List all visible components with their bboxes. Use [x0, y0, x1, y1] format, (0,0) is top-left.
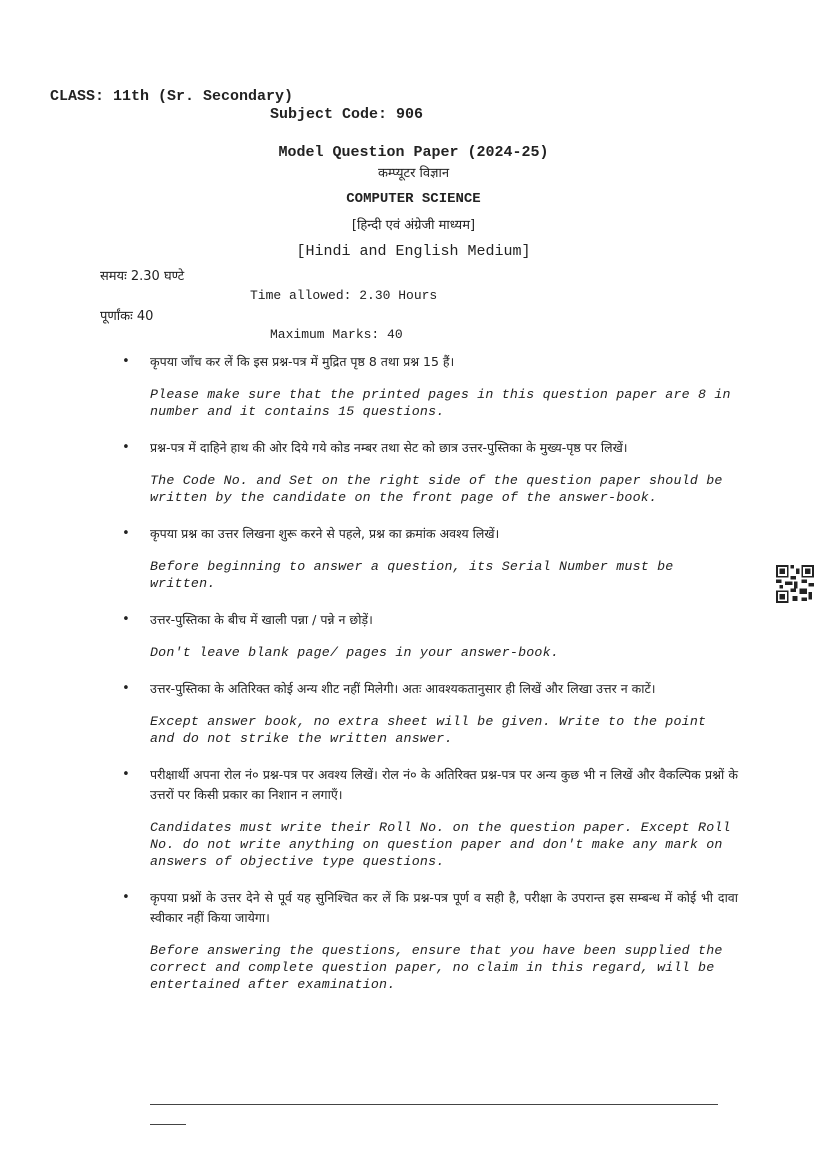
instruction-english: Except answer book, no extra sheet will be given. Write to the point and do not strike the written answer.	[150, 714, 707, 746]
class-line: CLASS: 11th (Sr. Secondary)	[50, 88, 294, 105]
end-rule-tail	[150, 1124, 186, 1125]
bullet-icon: •	[122, 612, 130, 627]
instruction-hindi: परीक्षार्थी अपना रोल नं० प्रश्न-पत्र पर अवश्य लिखें। रोल नं० के अतिरिक्त प्रश्न-पत्र पर अन्य कुछ भी न लिखें और वैकल्पिक प्रश्नों के उत्तरों पर किसी प्रकार का निशान न लगाएँ।	[150, 767, 738, 802]
end-rule	[150, 1104, 718, 1105]
instruction-english: Before answering the questions, ensure that you have been supplied the correct and complete question paper, no claim in this regard, will be entertained after examination.	[150, 943, 723, 992]
subject-hindi: कम्प्यूटर विज्ञान	[377, 166, 450, 181]
bullet-icon: •	[122, 890, 130, 905]
subject-english: COMPUTER SCIENCE	[346, 191, 481, 207]
time-hindi: समयः 2.30 घण्टे	[100, 269, 185, 284]
bullet-icon: •	[122, 681, 130, 696]
bullet-icon: •	[122, 354, 130, 369]
instruction-hindi: कृपया प्रश्न का उत्तर लिखना शुरू करने से पहले, प्रश्न का क्रमांक अवश्य लिखें।	[150, 526, 500, 541]
marks-hindi: पूर्णांकः 40	[100, 309, 154, 324]
instruction-item	[118, 352, 738, 420]
instruction-hindi: प्रश्न-पत्र में दाहिने हाथ की ओर दिये गये कोड नम्बर तथा सेट को छात्र उत्तर-पुस्तिका के मुख्य-पृष्ठ पर लिखें।	[150, 440, 628, 455]
medium-hindi: [हिन्दी एवं अंग्रेजी माध्यम]	[351, 218, 476, 233]
bullet-icon: •	[122, 526, 130, 541]
instruction-item	[118, 679, 738, 747]
instruction-hindi: कृपया प्रश्नों के उत्तर देने से पूर्व यह सुनिश्चित कर लें कि प्रश्न-पत्र पूर्ण व सही है, परीक्षा के उपरान्त इस सम्बन्ध में कोई भी दावा स्वीकार नहीं किया जायेगा।	[150, 890, 738, 925]
bullet-icon: •	[122, 767, 130, 782]
qr-code-icon	[776, 565, 814, 603]
instruction-item	[118, 888, 738, 993]
instruction-item	[118, 610, 738, 661]
bullet-icon: •	[122, 440, 130, 455]
time-english: Time allowed: 2.30 Hours	[250, 288, 438, 303]
subject-code: Subject Code: 906	[270, 106, 424, 123]
marks-english: Maximum Marks: 40	[270, 327, 403, 342]
instruction-hindi: कृपया जाँच कर लें कि इस प्रश्न-पत्र में मुद्रित पृष्ठ 8 तथा प्रश्न 15 हैं।	[150, 354, 455, 369]
instruction-list	[118, 352, 738, 1011]
instruction-english: Candidates must write their Roll No. on the question paper. Except Roll No. do not write anything on question paper and don't make any mark on answers of objective type questions.	[150, 820, 731, 869]
instruction-english: Before beginning to answer a question, its Serial Number must be written.	[150, 559, 674, 591]
instruction-english: Please make sure that the printed pages in this question paper are 8 in number and it contains 15 questions.	[150, 387, 731, 419]
medium-english: [Hindi and English Medium]	[296, 243, 531, 260]
instruction-hindi: उत्तर-पुस्तिका के बीच में खाली पन्ना / पन्ने न छोड़ें।	[150, 612, 373, 627]
instruction-item	[118, 765, 738, 870]
instruction-item	[118, 438, 738, 506]
instruction-hindi: उत्तर-पुस्तिका के अतिरिक्त कोई अन्य शीट नहीं मिलेगी। अतः आवश्यकतानुसार ही लिखें और लिखा उत्तर न काटें।	[150, 681, 656, 696]
instruction-english: The Code No. and Set on the right side of the question paper should be written by the candidate on the front page of the answer-book.	[150, 473, 723, 505]
instruction-english: Don't leave blank page/ pages in your answer-book.	[150, 645, 559, 660]
instruction-item	[118, 524, 738, 592]
paper-title: Model Question Paper (2024-25)	[278, 144, 549, 161]
